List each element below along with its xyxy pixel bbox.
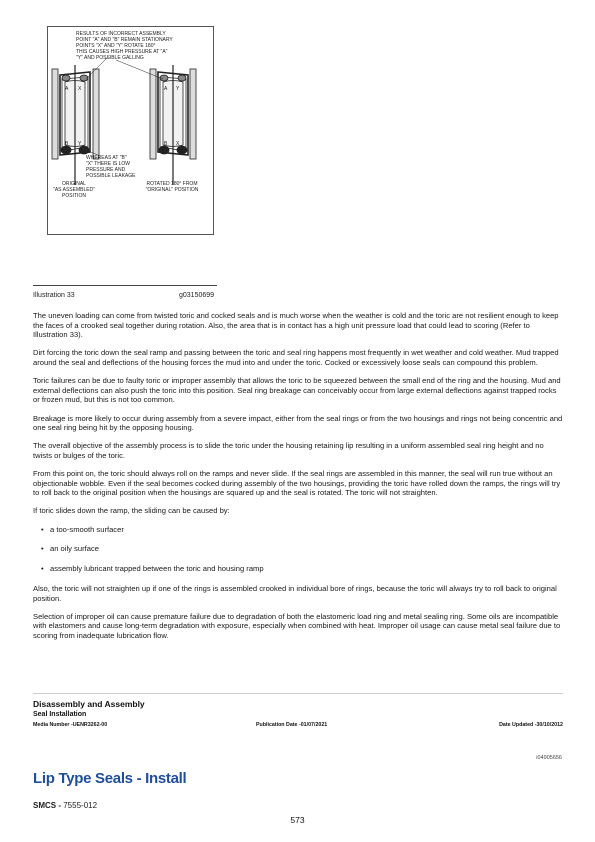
publication-date: Publication Date -01/07/2021	[256, 722, 328, 728]
section-title: Lip Type Seals - Install	[33, 770, 187, 787]
label-left-line-2: "AS ASSEMBLED"	[53, 187, 95, 193]
body-text	[33, 311, 563, 649]
list-item: • an oily surface	[33, 544, 563, 554]
label-right-line-2: "ORIGINAL" POSITION	[145, 187, 199, 193]
list-item: • assembly lubricant trapped between the toric and housing ramp	[33, 564, 563, 574]
date-updated: Date Updated -30/10/2012	[499, 722, 563, 728]
point-x-left: X	[78, 86, 82, 92]
paragraph: If toric slides down the ramp, the sliding can be caused by:	[33, 506, 230, 516]
illustration-33	[47, 26, 214, 235]
manual-subtitle: Seal Installation	[33, 711, 87, 718]
point-a-left: A	[65, 86, 69, 92]
paragraph: The uneven loading can come from twisted toric and cocked seals and is much worse when the weather is cold and the toric are not resilient enough to keep the faces of a crooked seal together during rotation. Also, the area that is in contact has a high unit pressure load that could lead to scoring (Refer to Illustration 33).	[33, 311, 559, 340]
note-top	[76, 31, 173, 61]
label-right-line-1: ROTATED 180° FROM	[146, 181, 198, 187]
smcs-code	[33, 801, 97, 810]
note-top-line-3: POINTS "X" AND "Y" ROTATE 180°	[76, 43, 156, 49]
point-y-right: Y	[176, 86, 180, 92]
point-b-left: B	[65, 141, 69, 147]
list-item: • a too-smooth surfacer	[33, 525, 563, 535]
paragraph: From this point on, the toric should always roll on the ramps and never slide. If the seal rings are assembled in this manner, the seal will run true without an objectionable wobble. Even if the seal becomes cocked during assembly of the two housings, providing the toric have rolled down the ramps, the rings will try to roll back to the original position when the housings are squared up and the seal is rotated. The toric will not straighten.	[33, 469, 561, 498]
note-mid-line-2: "X" THERE IS LOW	[86, 161, 131, 167]
label-left-line-3: POSITION	[62, 193, 86, 199]
note-mid-line-4: POSSIBLE LEAKAGE	[86, 173, 136, 179]
paragraph: The overall objective of the assembly process is to slide the toric under the housing retaining lip resulting in a uniform assembled seal ring height and no twists or bulges of the toric.	[33, 441, 544, 460]
smcs-label: SMCS -	[33, 801, 61, 810]
smcs-value: 7555-012	[63, 801, 98, 810]
paragraph: Breakage is more likely to occur during assembly from a severe impact, either from the seal rings or from the two housings and rings not being concentric and one seal ring being hit by the opposing housing.	[33, 413, 563, 433]
paragraph: Selection of improper oil can cause premature failure due to degradation of both the elastomeric load ring and metal sealing ring. Some oils are incompatible with elastomers and cause long-term degradation with exposure, especially when combined with heat. Improper oil usage can cause metal seal failure due to scoring from inadequate lubrication flow.	[33, 611, 561, 640]
point-x-right: X	[176, 141, 180, 147]
caption-rule	[33, 285, 217, 286]
point-y-left: Y	[78, 141, 82, 147]
paragraph: Toric failures can be due to faulty toric or improper assembly that allows the toric to be squeezed between the small end of the ring and the housing. Mud and external deflections can also push the toric into this position. Seal ring breakage can conceivably occur from large external deflections against trapped rocks or frozen mud, but this is not too common.	[33, 376, 561, 405]
document-id: i04905656	[536, 755, 562, 761]
caption-label: Illustration 33	[33, 292, 75, 299]
point-a-right: A	[164, 86, 168, 92]
paragraph: Dirt forcing the toric down the seal ramp and passing between the toric and seal ring happens most frequently in wet weather and cold weather. Mud trapped around the seal and deflections of the housing forces the mud into and under the toric. Cocked or excessively loose seals can compound this problem.	[33, 348, 559, 367]
note-top-line-5: "Y" AND POSSIBLE GALLING	[76, 55, 144, 61]
caption-image-id: g03150699	[179, 292, 215, 299]
cause-list	[33, 525, 563, 574]
media-number: Media Number -UENR3262-00	[33, 722, 108, 728]
illustration-caption	[33, 292, 233, 299]
point-b-right: B	[164, 141, 168, 147]
paragraph: Also, the toric will not straighten up if one of the rings is assembled crooked in individual bore of rings, because the toric will always try to roll back to original position.	[33, 584, 557, 603]
label-left-line-1: ORIGINAL	[62, 181, 86, 187]
seal-diagram	[48, 27, 213, 234]
section-divider	[33, 693, 563, 694]
label-right	[146, 181, 199, 193]
right-seal-drawing	[150, 65, 196, 185]
note-top-line-4: THIS CAUSES HIGH PRESSURE AT "A"	[76, 49, 168, 55]
page-number: 573	[290, 815, 305, 825]
note-top-line-1: RESULTS OF INCORRECT ASSEMBLY	[76, 31, 166, 37]
note-top-line-2: POINT "A" AND "B" REMAIN STATIONARY	[76, 37, 173, 43]
note-mid	[86, 155, 136, 179]
manual-title: Disassembly and Assembly	[33, 699, 145, 709]
note-mid-line-1: WHEREAS AT "B"	[86, 155, 127, 161]
note-mid-line-3: PRESSURE AND	[86, 167, 126, 173]
label-left	[53, 181, 95, 199]
